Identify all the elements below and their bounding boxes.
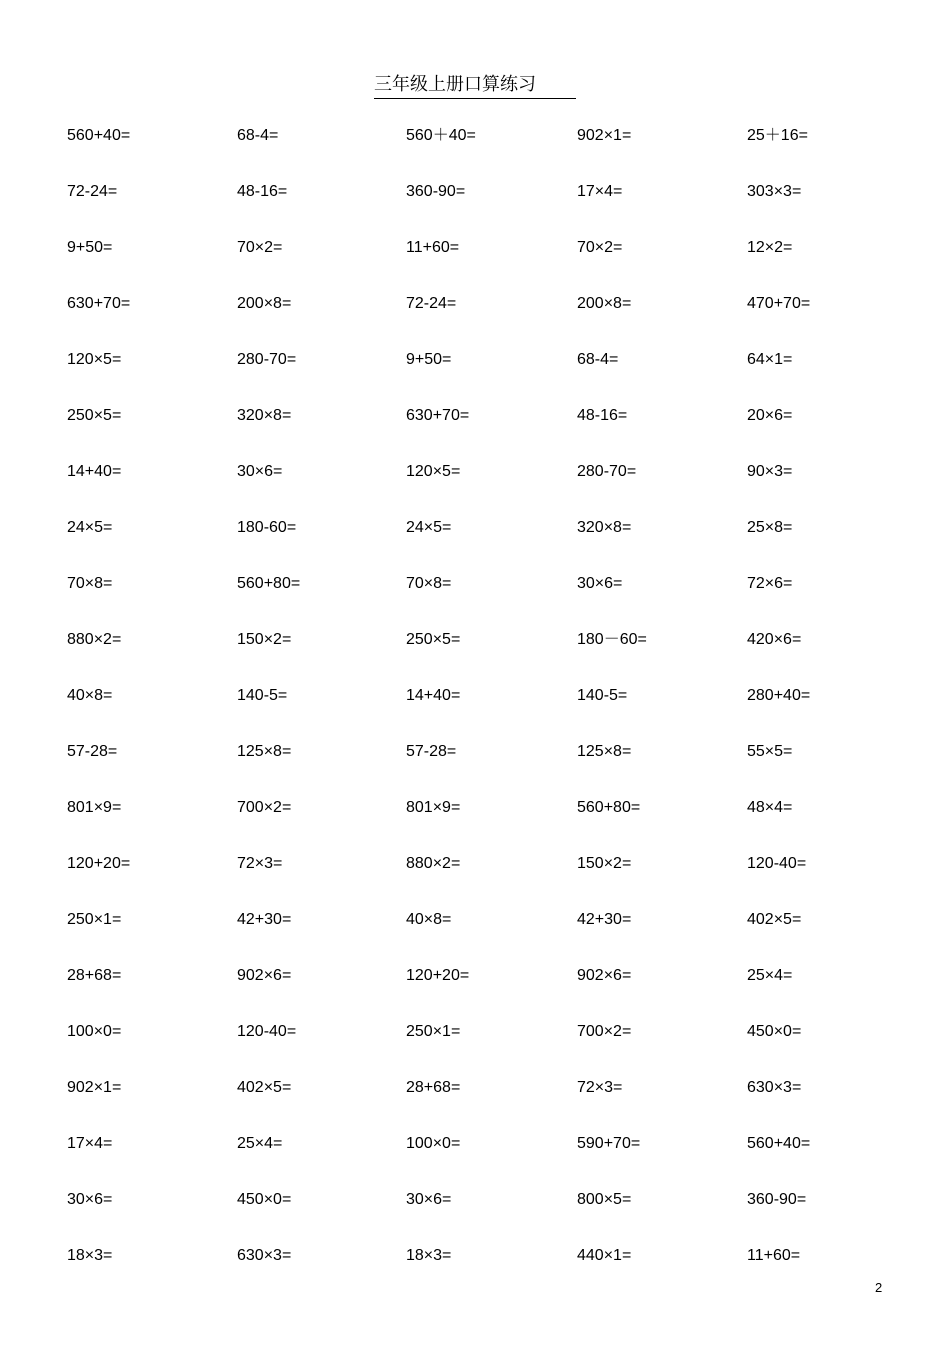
problem-item: 14+40= [67, 463, 122, 480]
problem-row [67, 964, 887, 1020]
problem-item: 70×8= [406, 575, 452, 592]
problem-row [67, 1020, 887, 1076]
problem-item: 630×3= [237, 1247, 292, 1264]
problem-item: 402×5= [747, 911, 802, 928]
problem-item: 360-90= [747, 1191, 807, 1208]
problem-row [67, 460, 887, 516]
problem-item: 30×6= [577, 575, 623, 592]
problem-row [67, 124, 887, 180]
problem-item: 303×3= [747, 183, 802, 200]
problem-item: 125×8= [237, 743, 292, 760]
problem-item: 880×2= [406, 855, 461, 872]
problem-item: 180－60= [577, 631, 647, 648]
problem-item: 70×8= [67, 575, 113, 592]
problem-item: 250×5= [406, 631, 461, 648]
problem-item: 800×5= [577, 1191, 632, 1208]
problem-item: 48×4= [747, 799, 793, 816]
problem-item: 40×8= [406, 911, 452, 928]
problem-item: 560+40= [67, 127, 131, 144]
problem-row [67, 572, 887, 628]
problem-item: 902×1= [67, 1079, 122, 1096]
problem-item: 9+50= [67, 239, 113, 256]
problem-item: 100×0= [406, 1135, 461, 1152]
problem-item: 64×1= [747, 351, 793, 368]
problem-item: 72-24= [406, 295, 457, 312]
problem-row [67, 684, 887, 740]
problem-row [67, 180, 887, 236]
problem-item: 11+60= [747, 1247, 801, 1264]
problem-item: 560＋40= [406, 127, 476, 144]
problem-item: 360-90= [406, 183, 466, 200]
problem-row [67, 740, 887, 796]
problem-item: 280-70= [237, 351, 297, 368]
problem-item: 17×4= [577, 183, 623, 200]
problem-item: 450×0= [237, 1191, 292, 1208]
problem-item: 72-24= [67, 183, 118, 200]
problem-item: 120-40= [237, 1023, 297, 1040]
problem-row [67, 1076, 887, 1132]
problem-item: 200×8= [237, 295, 292, 312]
problem-item: 55×5= [747, 743, 793, 760]
problem-item: 250×1= [406, 1023, 461, 1040]
problem-item: 25×4= [237, 1135, 283, 1152]
problem-item: 25×4= [747, 967, 793, 984]
problem-item: 902×6= [577, 967, 632, 984]
problem-item: 68-4= [237, 127, 279, 144]
problem-item: 320×8= [237, 407, 292, 424]
problem-item: 57-28= [406, 743, 457, 760]
problem-item: 18×3= [67, 1247, 113, 1264]
problem-item: 630+70= [406, 407, 470, 424]
problem-item: 120×5= [406, 463, 461, 480]
problem-row [67, 516, 887, 572]
problem-item: 125×8= [577, 743, 632, 760]
problem-item: 120-40= [747, 855, 807, 872]
problem-item: 48-16= [577, 407, 628, 424]
problem-item: 180-60= [237, 519, 297, 536]
problem-item: 560+80= [237, 575, 301, 592]
problem-item: 72×6= [747, 575, 793, 592]
problem-item: 9+50= [406, 351, 452, 368]
problem-item: 200×8= [577, 295, 632, 312]
problem-item: 560+40= [747, 1135, 811, 1152]
problem-item: 250×5= [67, 407, 122, 424]
problem-item: 140-5= [237, 687, 288, 704]
problem-item: 28+68= [67, 967, 122, 984]
problem-item: 700×2= [577, 1023, 632, 1040]
problem-item: 25＋16= [747, 127, 808, 144]
problem-item: 902×6= [237, 967, 292, 984]
problem-item: 470+70= [747, 295, 811, 312]
problem-item: 801×9= [406, 799, 461, 816]
problem-item: 801×9= [67, 799, 122, 816]
problem-item: 11+60= [406, 239, 460, 256]
problem-item: 420×6= [747, 631, 802, 648]
problem-item: 700×2= [237, 799, 292, 816]
problem-item: 902×1= [577, 127, 632, 144]
problem-item: 880×2= [67, 631, 122, 648]
problem-row [67, 292, 887, 348]
problem-row [67, 348, 887, 404]
problem-row [67, 1132, 887, 1188]
problem-item: 440×1= [577, 1247, 632, 1264]
problem-item: 18×3= [406, 1247, 452, 1264]
problem-item: 120+20= [406, 967, 470, 984]
problem-item: 17×4= [67, 1135, 113, 1152]
problem-row [67, 1244, 887, 1300]
problem-item: 450×0= [747, 1023, 802, 1040]
problem-item: 140-5= [577, 687, 628, 704]
problem-item: 24×5= [67, 519, 113, 536]
problem-item: 42+30= [577, 911, 632, 928]
problem-item: 72×3= [237, 855, 283, 872]
problem-grid [67, 124, 887, 1300]
problem-item: 68-4= [577, 351, 619, 368]
problem-item: 320×8= [577, 519, 632, 536]
problem-item: 24×5= [406, 519, 452, 536]
problem-item: 42+30= [237, 911, 292, 928]
problem-item: 70×2= [237, 239, 283, 256]
problem-item: 48-16= [237, 183, 288, 200]
problem-item: 70×2= [577, 239, 623, 256]
problem-item: 90×3= [747, 463, 793, 480]
problem-item: 280+40= [747, 687, 811, 704]
problem-item: 14+40= [406, 687, 461, 704]
problem-item: 30×6= [67, 1191, 113, 1208]
problem-item: 20×6= [747, 407, 793, 424]
problem-item: 250×1= [67, 911, 122, 928]
problem-item: 12×2= [747, 239, 793, 256]
problem-row [67, 1188, 887, 1244]
problem-item: 150×2= [577, 855, 632, 872]
problem-item: 72×3= [577, 1079, 623, 1096]
problem-row [67, 908, 887, 964]
problem-row [67, 796, 887, 852]
problem-item: 40×8= [67, 687, 113, 704]
problem-item: 100×0= [67, 1023, 122, 1040]
problem-item: 25×8= [747, 519, 793, 536]
problem-item: 30×6= [406, 1191, 452, 1208]
problem-item: 30×6= [237, 463, 283, 480]
problem-item: 280-70= [577, 463, 637, 480]
problem-row [67, 628, 887, 684]
problem-item: 560+80= [577, 799, 641, 816]
problem-row [67, 236, 887, 292]
problem-item: 402×5= [237, 1079, 292, 1096]
problem-item: 120+20= [67, 855, 131, 872]
problem-row [67, 852, 887, 908]
problem-item: 150×2= [237, 631, 292, 648]
page-title: 三年级上册口算练习 [374, 72, 576, 99]
problem-row [67, 404, 887, 460]
problem-item: 630+70= [67, 295, 131, 312]
problem-item: 120×5= [67, 351, 122, 368]
problem-item: 57-28= [67, 743, 118, 760]
problem-item: 590+70= [577, 1135, 641, 1152]
page-number: 2 [875, 1280, 883, 1295]
problem-item: 28+68= [406, 1079, 461, 1096]
problem-item: 630×3= [747, 1079, 802, 1096]
